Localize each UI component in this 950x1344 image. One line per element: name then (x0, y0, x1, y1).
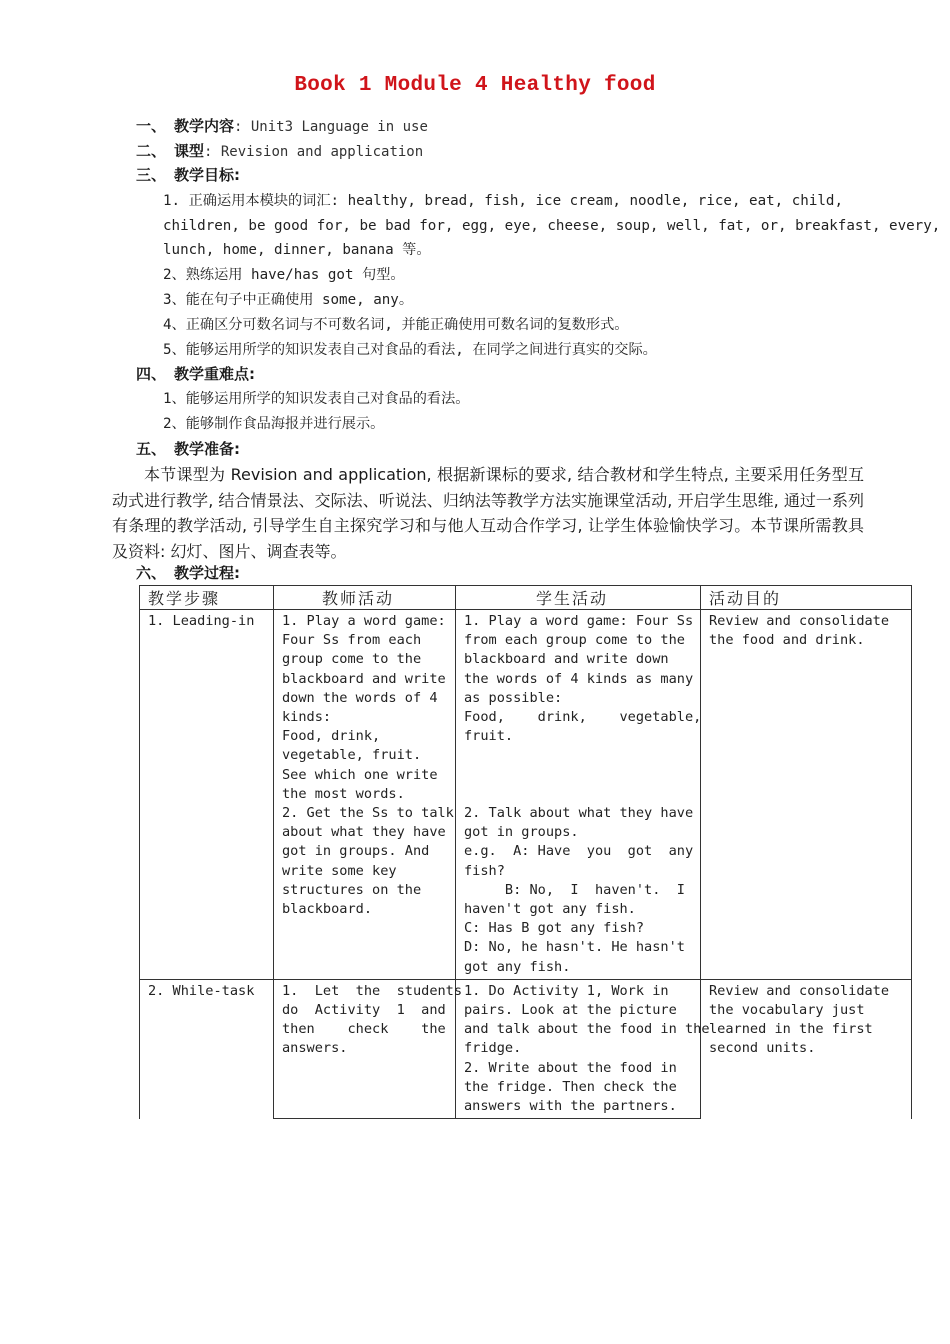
teacher-activity-cell (274, 979, 463, 1118)
cell-line: the words of 4 kinds as many (464, 670, 694, 687)
cell-line: learned in the first (709, 1021, 873, 1038)
section-objectives (136, 163, 240, 187)
cell-line: 1. Let the students (282, 982, 463, 999)
section-number: 二、 (136, 142, 167, 160)
cell-line: structures on the (282, 881, 422, 898)
section-number: 一、 (136, 117, 167, 135)
objective-line: 4、正确区分可数名词与不可数名词, 并能正确使用可数名词的复数形式。 (163, 317, 629, 333)
cell-line: group come to the (282, 651, 422, 668)
cell-line: 1. Do Activity 1, Work in (464, 982, 669, 999)
student-activity-cell (456, 610, 701, 980)
table-row (140, 979, 912, 1118)
cell-line: vegetable, fruit. (282, 747, 422, 764)
cell-line: the vocabulary just (709, 1002, 865, 1019)
objective-line: 1. 正确运用本模块的词汇: healthy, bread, fish, ice cream, noodle, rice, eat, child, (163, 193, 843, 209)
objective-line: lunch, home, dinner, banana 等。 (163, 242, 431, 258)
cell-line (464, 785, 692, 804)
cell-line: Food, drink, (282, 728, 381, 745)
objective-line: children, be good for, be bad for, egg, eye, cheese, soup, well, fat, or, breakfast, every, (163, 218, 941, 234)
cell-line: blackboard and write (282, 670, 446, 687)
step-label: 2. While-task (148, 982, 255, 999)
column-header: 教学步骤 (140, 586, 274, 610)
teaching-process-table (139, 585, 912, 1119)
cell-line: the food and drink. (709, 632, 865, 649)
cell-line: down the words of 4 (282, 689, 438, 706)
cell-line: kinds: (282, 709, 332, 726)
student-activity-cell (456, 979, 710, 1118)
section-heading: 教学目标: (174, 166, 240, 184)
cell-line: got any fish. (464, 958, 571, 975)
cell-line: the fridge. Then check the (464, 1078, 677, 1095)
document-title: Book 1 Module 4 Healthy food (294, 74, 656, 97)
cell-line: 2. Talk about what they have (464, 805, 694, 822)
cell-line (464, 766, 692, 785)
cell-line: pairs. Look at the picture (464, 1002, 677, 1019)
cell-line: C: Has B got any fish? (464, 920, 645, 937)
cell-line: Review and consolidate (709, 982, 890, 999)
section-heading: 教学重难点: (174, 365, 255, 383)
cell-line: D: No, he hasn't. He hasn't (464, 939, 685, 956)
cell-line: Four Ss from each (282, 632, 422, 649)
table-row (140, 610, 912, 980)
cell-line: e.g. A: Have you got any (464, 843, 694, 860)
cell-line: answers with the partners. (464, 1098, 677, 1115)
cell-line: Review and consolidate (709, 613, 890, 629)
section-number: 五、 (136, 440, 167, 458)
cell-line: fruit. (464, 728, 514, 745)
section-heading: 教学过程: (174, 564, 240, 582)
cell-line: 1. Play a word game: (282, 613, 446, 629)
cell-line: as possible: (464, 689, 563, 706)
cell-line: haven't got any fish. (464, 901, 636, 918)
section-key-points (136, 362, 255, 386)
cell-line: 2. Get the Ss to talk (282, 805, 454, 822)
cell-line: 2. Write about the food in (464, 1059, 677, 1076)
cell-line: do Activity 1 and (282, 1002, 446, 1019)
column-header: 教师活动 (274, 586, 456, 610)
step-cell (140, 979, 274, 1118)
teacher-activity-cell (274, 610, 456, 980)
cell-line: about what they have (282, 824, 446, 841)
column-header: 活动目的 (701, 586, 912, 610)
cell-line: the most words. (282, 785, 405, 802)
section-number: 四、 (136, 365, 167, 383)
cell-line: got in groups. And (282, 843, 430, 860)
section-teaching-content (136, 114, 428, 139)
cell-line: fish? (464, 862, 505, 879)
purpose-cell (701, 610, 912, 980)
objective-line: 3、能在句子中正确使用 some, any。 (163, 292, 414, 308)
section-value: : Revision and application (204, 144, 424, 160)
section-process (136, 561, 240, 585)
table-header-row (140, 586, 912, 610)
section-heading: 教学准备: (174, 440, 240, 458)
cell-line (464, 746, 692, 765)
cell-line: Food, drink, vegetable, (464, 709, 702, 726)
section-number: 六、 (136, 564, 167, 582)
section-lesson-type (136, 139, 423, 164)
cell-line: then check the (282, 1021, 446, 1038)
section-preparation (136, 437, 240, 461)
cell-line: answers. (282, 1040, 348, 1057)
cell-line: write some key (282, 862, 397, 879)
section-number: 三、 (136, 166, 167, 184)
key-point-line: 2、能够制作食品海报并进行展示。 (163, 416, 385, 432)
section-heading: 课型 (174, 142, 205, 160)
cell-line: blackboard and write down (464, 651, 669, 668)
objective-line: 2、熟练运用 have/has got 句型。 (163, 267, 405, 283)
cell-line: blackboard. (282, 901, 373, 918)
column-header: 学生活动 (456, 586, 701, 610)
section-heading: 教学内容 (174, 117, 235, 135)
step-label: 1. Leading-in (148, 613, 255, 629)
preparation-paragraph: 本节课型为 Revision and application, 根据新课标的要求, 结合教材和学生特点, 主要采用任务型互动式进行教学, 结合情景法、交际法、听说法、归纳法等教学方法实施课堂活动, 开启学生思维, 通过一系列有条理的教学活动, 引导学生自主探究学习和与他人互动合作学习, 让学生体验愉快学习。本节课所需教具及资料: 幻灯、图片、调查表等。 (112, 465, 864, 561)
cell-line: and talk about the food in the (464, 1021, 710, 1038)
step-cell (140, 610, 274, 980)
section-value: : Unit3 Language in use (234, 119, 428, 135)
cell-line: See which one write (282, 766, 438, 783)
cell-line: fridge. (464, 1040, 522, 1057)
cell-line: B: No, I haven't. I (464, 881, 685, 898)
key-point-line: 1、能够运用所学的知识发表自己对食品的看法。 (163, 391, 470, 407)
cell-line: 1. Play a word game: Four Ss (464, 613, 694, 629)
cell-line: from each group come to the (464, 632, 685, 649)
purpose-cell (701, 979, 912, 1118)
objective-line: 5、能够运用所学的知识发表自己对食品的看法, 在同学之间进行真实的交际。 (163, 342, 657, 358)
cell-line: got in groups. (464, 824, 579, 841)
cell-line: second units. (709, 1040, 816, 1057)
